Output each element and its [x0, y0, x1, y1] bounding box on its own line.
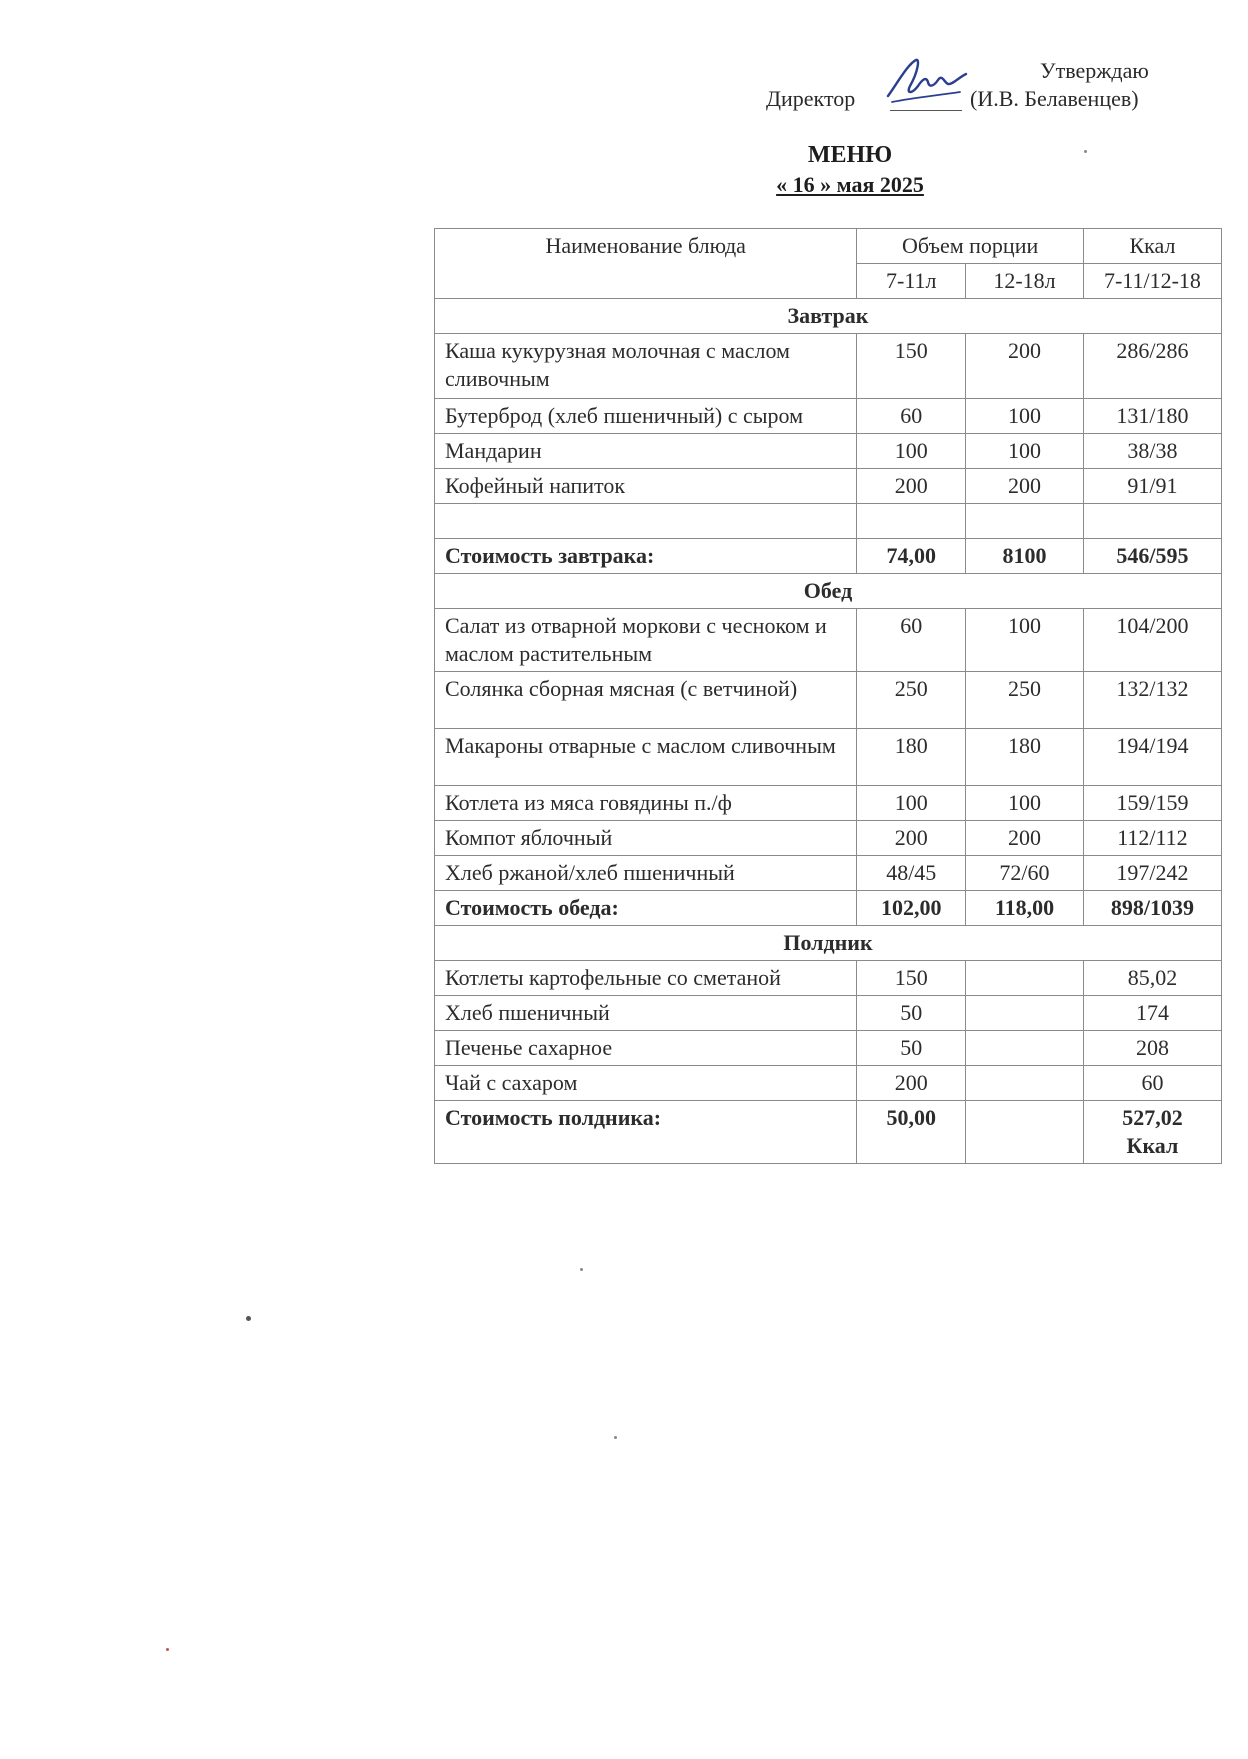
- portion-12-18: 72/60: [966, 856, 1084, 891]
- approval-block: [0, 0, 1248, 120]
- dish-name: Котлета из мяса говядины п./ф: [435, 786, 857, 821]
- kcal-value: 197/242: [1083, 856, 1221, 891]
- menu-table: [434, 228, 1222, 1164]
- portion-12-18: [966, 1066, 1084, 1101]
- dish-name: Мандарин: [435, 434, 857, 469]
- section-row-lunch: [435, 574, 1222, 609]
- portion-7-11: 50: [857, 996, 966, 1031]
- table-row: [435, 1031, 1222, 1066]
- table-row: [435, 729, 1222, 786]
- portion-12-18: 100: [966, 399, 1084, 434]
- table-row: [435, 996, 1222, 1031]
- portion-7-11: 150: [857, 334, 966, 399]
- total-label: Стоимость полдника:: [435, 1101, 857, 1164]
- table-row: [435, 672, 1222, 729]
- kcal-value: 286/286: [1083, 334, 1221, 399]
- scan-speck: [166, 1648, 169, 1651]
- portion-12-18: 200: [966, 469, 1084, 504]
- portion-7-11: 150: [857, 961, 966, 996]
- header-kcal: Ккал: [1083, 229, 1221, 264]
- dish-name: Макароны отварные с маслом сливочным: [435, 729, 857, 786]
- total-label: Стоимость завтрака:: [435, 539, 857, 574]
- empty-row: [435, 504, 1222, 539]
- dish-name: Печенье сахарное: [435, 1031, 857, 1066]
- dish-name: Кофейный напиток: [435, 469, 857, 504]
- scan-speck: [580, 1268, 583, 1271]
- portion-7-11: 50: [857, 1031, 966, 1066]
- dish-name: Чай с сахаром: [435, 1066, 857, 1101]
- portion-12-18: 180: [966, 729, 1084, 786]
- total-row-breakfast: [435, 539, 1222, 574]
- section-title-breakfast: Завтрак: [435, 299, 1222, 334]
- portion-7-11: 48/45: [857, 856, 966, 891]
- kcal-value: 131/180: [1083, 399, 1221, 434]
- header-dish: Наименование блюда: [435, 229, 857, 299]
- section-row-snack: [435, 926, 1222, 961]
- kcal-value: 91/91: [1083, 469, 1221, 504]
- portion-12-18: 250: [966, 672, 1084, 729]
- portion-7-11: 60: [857, 399, 966, 434]
- portion-7-11: 200: [857, 469, 966, 504]
- table-header-row: [435, 229, 1222, 264]
- total-label: Стоимость обеда:: [435, 891, 857, 926]
- table-row: [435, 434, 1222, 469]
- dish-name: Хлеб ржаной/хлеб пшеничный: [435, 856, 857, 891]
- kcal-value: 132/132: [1083, 672, 1221, 729]
- kcal-value: 104/200: [1083, 609, 1221, 672]
- menu-date: « 16 » мая 2025: [776, 172, 924, 197]
- kcal-value: 38/38: [1083, 434, 1221, 469]
- portion-7-11: 200: [857, 1066, 966, 1101]
- dish-name: Бутерброд (хлеб пшеничный) с сыром: [435, 399, 857, 434]
- kcal-value: 85,02: [1083, 961, 1221, 996]
- table-row: [435, 399, 1222, 434]
- total-price-12-18: 8100: [966, 539, 1084, 574]
- table-row: [435, 469, 1222, 504]
- scan-speck: [1084, 150, 1087, 153]
- header-age-1: 7-11л: [857, 264, 966, 299]
- total-price-12-18: 118,00: [966, 891, 1084, 926]
- section-title-snack: Полдник: [435, 926, 1222, 961]
- table-row: [435, 961, 1222, 996]
- table-row: [435, 856, 1222, 891]
- total-price-7-11: 102,00: [857, 891, 966, 926]
- header-age-kcal: 7-11/12-18: [1083, 264, 1221, 299]
- portion-12-18: 100: [966, 609, 1084, 672]
- dish-name: Каша кукурузная молочная с маслом сливочным: [435, 334, 857, 399]
- signature-mark: [882, 52, 972, 114]
- portion-7-11: 250: [857, 672, 966, 729]
- empty-cell: [1083, 504, 1221, 539]
- total-kcal: 527,02 Ккал: [1083, 1101, 1221, 1164]
- scan-speck: [614, 1436, 617, 1439]
- portion-12-18: 200: [966, 334, 1084, 399]
- signer-name: (И.В. Белавенцев): [970, 86, 1139, 111]
- total-row-lunch: [435, 891, 1222, 926]
- portion-7-11: 100: [857, 434, 966, 469]
- total-row-snack: [435, 1101, 1222, 1164]
- director-label: Директор: [766, 86, 856, 111]
- total-price-7-11: 50,00: [857, 1101, 966, 1164]
- header-age-2: 12-18л: [966, 264, 1084, 299]
- portion-12-18: 100: [966, 434, 1084, 469]
- portion-7-11: 180: [857, 729, 966, 786]
- kcal-value: 112/112: [1083, 821, 1221, 856]
- total-price-7-11: 74,00: [857, 539, 966, 574]
- portion-12-18: [966, 996, 1084, 1031]
- portion-12-18: [966, 1031, 1084, 1066]
- section-title-lunch: Обед: [435, 574, 1222, 609]
- empty-cell: [857, 504, 966, 539]
- table-row: [435, 786, 1222, 821]
- page-title: МЕНЮ: [807, 142, 893, 168]
- portion-12-18: [966, 961, 1084, 996]
- scan-speck: [246, 1316, 251, 1321]
- table-row: [435, 334, 1222, 399]
- kcal-value: 174: [1083, 996, 1221, 1031]
- table-row: [435, 821, 1222, 856]
- dish-name: Салат из отварной моркови с чесноком и маслом растительным: [435, 609, 857, 672]
- dish-name: Хлеб пшеничный: [435, 996, 857, 1031]
- empty-cell: [435, 504, 857, 539]
- total-kcal: 546/595: [1083, 539, 1221, 574]
- portion-7-11: 100: [857, 786, 966, 821]
- table-row: [435, 1066, 1222, 1101]
- header-portion: Объем порции: [857, 229, 1083, 264]
- portion-12-18: 200: [966, 821, 1084, 856]
- kcal-value: 60: [1083, 1066, 1221, 1101]
- kcal-value: 208: [1083, 1031, 1221, 1066]
- empty-cell: [966, 504, 1084, 539]
- kcal-value: 159/159: [1083, 786, 1221, 821]
- signature-line: [890, 110, 962, 111]
- kcal-value: 194/194: [1083, 729, 1221, 786]
- section-row-breakfast: [435, 299, 1222, 334]
- total-kcal: 898/1039: [1083, 891, 1221, 926]
- table-row: [435, 609, 1222, 672]
- dish-name: Котлеты картофельные со сметаной: [435, 961, 857, 996]
- total-price-12-18: [966, 1101, 1084, 1164]
- dish-name: Компот яблочный: [435, 821, 857, 856]
- dish-name: Солянка сборная мясная (с ветчиной): [435, 672, 857, 729]
- approve-word: Утверждаю: [1040, 58, 1149, 83]
- portion-7-11: 60: [857, 609, 966, 672]
- portion-7-11: 200: [857, 821, 966, 856]
- portion-12-18: 100: [966, 786, 1084, 821]
